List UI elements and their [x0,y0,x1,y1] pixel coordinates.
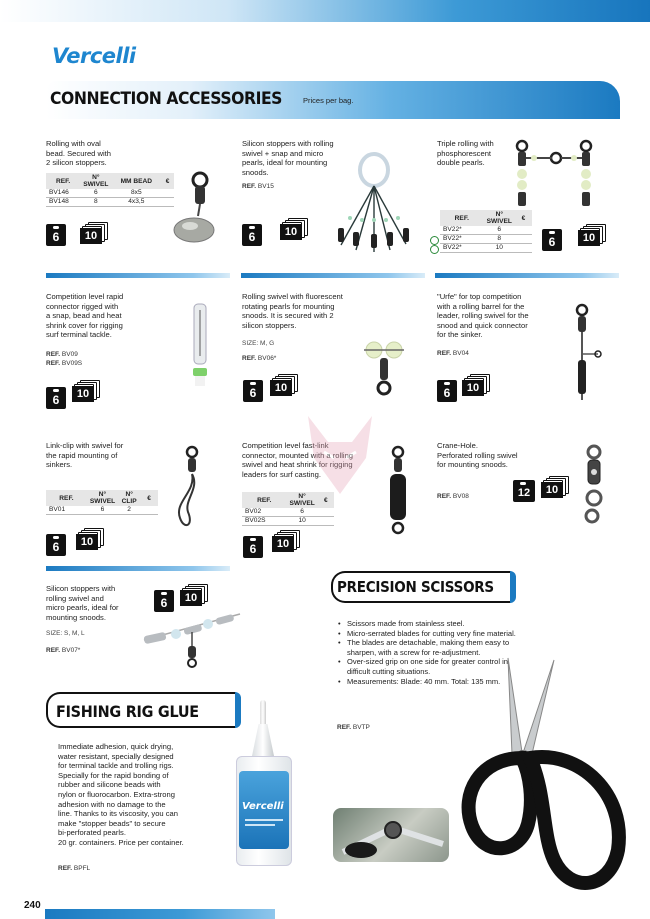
product-image-scissors [450,654,630,896]
list-item: • Micro-serrated blades for cutting very fine material. [337,629,527,639]
brand-logo [52,44,136,68]
glue-title: FISHING RIG GLUE [56,702,199,721]
product-image-glue-bottle [230,700,300,870]
product-image-silicon-stoppers-swivel [140,608,246,668]
ref-label: REF. [58,865,73,872]
desc-line: rubber and silicone beads with [58,780,161,790]
cell: BV22* [440,226,484,235]
desc-line: rotating pearls for mounting [242,301,335,311]
cell: 8x5 [111,189,161,198]
pack-size-badge: 6 [542,229,562,251]
desc-line: connector, mounted with a rolling [242,450,354,460]
ref-code: BVTP [352,724,370,731]
pack-size-badge: 6 [243,536,263,558]
ref-label: REF. [46,647,61,654]
table-row [440,235,532,244]
ref-code: BV09 [61,351,78,358]
cell: BV22* [440,235,484,244]
product-image-silicon-stoppers-snap [326,150,421,260]
desc-line: Perforated rolling swivel [437,450,518,460]
ref-label: REF. [46,351,61,358]
table-row [440,244,532,253]
cell: 6 [80,189,111,198]
box-pack-badge [541,476,571,498]
product-image-fast-link [384,444,414,540]
cell [318,517,334,526]
desc-line: snoods. It is secured with 2 [242,311,334,321]
product-ref [242,183,274,190]
table-row [46,506,158,515]
cell: 6 [286,508,317,517]
ref-code: BV07* [61,647,81,654]
desc-line: swivel + snap and micro [242,148,324,158]
cell [515,244,532,253]
pack-size-badge: 6 [46,387,66,409]
scissors-detail-photo [333,808,449,862]
product-size: SIZE: S, M, L [46,630,85,637]
desc-line: micro pearls, ideal for [46,603,119,613]
desc-line: leader, rolling swivel for the [437,311,529,321]
col-header: € [515,210,532,226]
col-header: € [140,490,158,506]
list-item: • Over-sized grip on one side for greater control in difficult cutting situations. [337,657,527,676]
product-size: SIZE: M, G [242,340,275,347]
cell: 8 [484,235,515,244]
col-header: REF. [440,210,484,226]
desc-line: line. Thanks to its viscosity, you can [58,809,179,819]
product-description [437,292,577,340]
desc-line: snoods. [242,167,269,177]
section-header-accent [510,571,516,603]
desc-line: Specially for the rapid bonding of [58,770,169,780]
section-divider [46,273,230,278]
cell: 10 [484,244,515,253]
desc-line: for mounting snoods. [437,460,508,470]
box-pack-badge [72,380,102,402]
desc-line: adhesion with no damage to the [58,799,166,809]
desc-line: bi-perforated pearls. [58,828,126,838]
color-swatch-icon [430,236,439,245]
page-title: CONNECTION ACCESSORIES [50,89,282,109]
top-color-bar [0,0,650,22]
ref-label: REF. [242,183,257,190]
ref-code: BV06* [257,355,277,362]
ref-label: REF. [242,355,257,362]
cell: 6 [484,226,515,235]
ref-code: BV09S [61,360,83,367]
desc-line: make "stopper beads" to secure [58,818,166,828]
desc-line: silicon stoppers. [242,320,297,330]
box-pack-badge [80,222,110,244]
col-header: € [318,492,334,508]
col-header: REF. [46,173,80,189]
list-item: • Measurements: Blade: 40 mm. Total: 135 mm. [337,677,527,687]
desc-line: connector rigged with [46,301,119,311]
product-ref [242,355,276,362]
cell: BV148 [46,198,80,207]
cell: BV02 [242,508,286,517]
desc-line: a snap, bead and heat [46,311,122,321]
desc-line: for the sinker. [437,330,483,340]
cell: 8 [80,198,111,207]
box-pack-badge [270,374,300,396]
product-ref [46,350,82,368]
desc-line: Competition level fast-link [242,441,329,450]
color-swatch-icon [430,245,439,254]
box-count: 10 [76,534,98,550]
product-image-link-clip [166,444,206,536]
table-row [46,189,174,198]
screw-detail-image [333,808,449,862]
spec-table [440,210,532,253]
desc-line: rolling swivel and [46,593,104,603]
box-count: 10 [578,230,600,246]
box-pack-badge [272,530,302,552]
product-description [46,292,186,340]
box-count: 10 [462,380,484,396]
desc-line: Immediate adhesion, quick drying, [58,742,174,751]
desc-line: 2 silicon stoppers. [46,158,107,168]
desc-line: double pearls. [437,158,485,168]
cell: 10 [286,517,317,526]
desc-line: nylon or fluorocarbon. Extra-strong [58,789,175,799]
col-header: MM BEAD [111,173,161,189]
ref-code: BV15 [257,183,274,190]
desc-line: leaders for surf casting. [242,469,321,479]
product-image-fluorescent-pearls-swivel [360,336,410,406]
table-row [242,517,334,526]
pack-size-badge: 6 [242,224,262,246]
table-row [242,508,334,517]
box-pack-badge [462,374,492,396]
desc-line: Competition level rapid [46,292,124,301]
ref-label: REF. [337,724,352,731]
cell: 4x3,5 [111,198,161,207]
col-header: N° SWIVEL [87,490,118,506]
pack-size-badge: 6 [46,534,66,556]
product-description [242,292,382,330]
desc-line: Rolling with oval [46,139,101,148]
bottle-brand-label: Vercelli [242,801,284,812]
table-row [46,198,174,207]
bottom-color-bar [45,909,275,919]
desc-line: Silicon stoppers with rolling [242,139,334,148]
list-item: • The blades are detachable, making them easy to sharpen, with a screw for re-adjustment. [337,638,527,657]
product-ref [337,724,370,731]
watermark-fox-icon [300,412,380,496]
desc-line: for terminal tackle and trolling rigs. [58,761,174,771]
scissors-title: PRECISION SCISSORS [337,578,494,596]
list-item: • Scissors made from stainless steel. [337,619,527,629]
col-header: N° SWIVEL [80,173,111,189]
product-image-urfe-barrel [566,300,602,410]
box-pack-badge [76,528,106,550]
ref-label: REF. [437,493,452,500]
cell [515,226,532,235]
spec-table [46,490,158,515]
pack-size-badge: 6 [154,590,174,612]
product-image-triple-rolling [514,138,604,216]
product-image-crane-hole-swivel [580,442,614,526]
col-header: REF. [242,492,286,508]
brand-logo-text: Vercelli [52,44,136,68]
box-count: 10 [180,590,202,606]
col-header: N° CLIP [118,490,140,506]
box-pack-badge [280,218,310,240]
cell [140,506,158,515]
cell [318,508,334,517]
table-row [440,226,532,235]
col-header: € [161,173,174,189]
pack-size-badge: 6 [437,380,457,402]
box-count: 10 [272,536,294,552]
product-ref [437,350,469,357]
price-note: Prices per bag. [303,96,354,105]
cell: BV02S [242,517,286,526]
desc-line: swivel and heat shrink for rigging [242,460,353,470]
desc-line: water resistant, specially designed [58,751,174,761]
product-ref [58,865,90,872]
section-divider [46,566,230,571]
cell: 2 [118,506,140,515]
cell: BV22* [440,244,484,253]
product-ref [437,493,469,500]
desc-line: Rolling swivel with fluorescent [242,292,343,301]
product-ref [46,647,80,654]
desc-line: pearls, ideal for mounting [242,158,328,168]
page-number: 240 [24,900,41,911]
ref-code: BPFL [73,865,91,872]
spec-table [46,173,174,207]
desc-line: bead. Secured with [46,148,112,158]
box-pack-badge [180,584,210,606]
ref-code: BV08 [452,493,469,500]
desc-line: sinkers. [46,460,73,470]
col-header: N° SWIVEL [286,492,317,508]
box-pack-badge [578,224,608,246]
product-image-rapid-connector [186,300,216,390]
section-divider [435,273,619,278]
desc-line: Crane-Hole. [437,441,478,450]
product-description [46,441,176,470]
product-image-oval-bead-swivel [168,168,218,246]
product-description [46,139,186,168]
desc-line: surf terminal tackle. [46,330,112,340]
box-count: 10 [72,386,94,402]
pack-size-badge: 6 [243,380,263,402]
box-count: 10 [280,224,302,240]
desc-line: "Urfe" for top competition [437,292,522,301]
col-header: N° SWIVEL [484,210,515,226]
ref-label: REF. [437,350,452,357]
col-header: REF. [46,490,87,506]
pack-size-badge: 6 [46,224,66,246]
cell [515,235,532,244]
spec-table [242,492,334,526]
desc-line: the rapid mounting of [46,450,118,460]
desc-line: with a rolling barrel for the [437,301,525,311]
product-description [437,441,567,470]
box-count: 10 [541,482,563,498]
cell: BV146 [46,189,80,198]
section-divider [241,273,425,278]
desc-line: mounting snoods. [46,612,106,622]
pack-size-badge: 12 [513,480,535,502]
desc-line: Link-clip with swivel for [46,441,124,450]
desc-line: phosphorescent [437,148,492,158]
cell: 6 [87,506,118,515]
desc-line: Triple rolling with [437,139,494,148]
desc-line: shrink cover for rigging [46,320,123,330]
desc-line: 20 gr. containers. Price per container. [58,837,184,847]
cell: BV01 [46,506,87,515]
box-count: 10 [80,228,102,244]
desc-line: Silicon stoppers with [46,584,116,593]
glue-description [58,742,238,848]
ref-code: BV04 [452,350,469,357]
ref-label: REF. [46,360,61,367]
desc-line: snood and quick connector [437,320,528,330]
box-count: 10 [270,380,292,396]
